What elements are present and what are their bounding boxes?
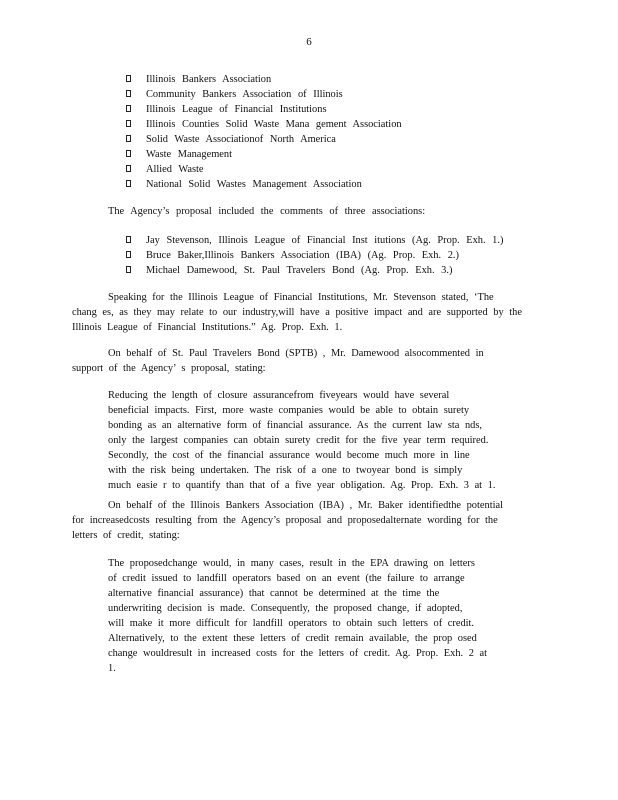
organization-name: National Solid Wastes Management Association (146, 179, 362, 190)
paragraph-line: for increasedcosts resulting from the Agency’s proposal and proposedalternate wording for the (72, 515, 498, 526)
page-number: 6 (306, 36, 312, 48)
quote-line: The proposedchange would, in many cases, result in the EPA drawing on letters (108, 558, 475, 569)
commenter-entry: Bruce Baker,Illinois Bankers Association (IBA) (Ag. Prop. Exh. 2.) (146, 250, 459, 261)
paragraph-line: On behalf of St. Paul Travelers Bond (SPTB) , Mr. Damewood alsocommented in (108, 348, 484, 359)
list-item (126, 117, 402, 132)
list-item (126, 233, 503, 248)
quote-line: beneficial impacts. First, more waste companies would be able to obtain surety (108, 405, 470, 416)
paragraph-line: On behalf of the Illinois Bankers Association (IBA) , Mr. Baker identifiedthe potential (108, 500, 503, 511)
bullet-icon (126, 75, 131, 82)
bullet-icon (126, 90, 131, 97)
quote-line: with the risk being undertaken. The risk of a one to twoyear bond is simply (108, 465, 463, 476)
list-item (126, 87, 402, 102)
paragraph-line: chang es, as they may relate to our industry,will have a positive impact and are supported by the (72, 307, 522, 318)
commenter-entry: Jay Stevenson, Illinois League of Financial Inst itutions (Ag. Prop. Exh. 1.) (146, 235, 504, 246)
bullet-icon (126, 120, 131, 127)
bullet-icon (126, 236, 131, 243)
commenter-list (126, 233, 503, 278)
organization-name: Solid Waste Associationof North America (146, 134, 336, 145)
list-item (126, 248, 503, 263)
list-item (126, 102, 402, 117)
quote-line: change wouldresult in increased costs for the letters of credit. Ag. Prop. Exh. 2 at (108, 648, 488, 659)
bullet-icon (126, 251, 131, 258)
bullet-icon (126, 105, 131, 112)
damewood-block-quote (108, 388, 495, 493)
quote-line: bonding as an alternative form of financial assurance. As the current law sta nds, (108, 420, 482, 431)
quote-line: 1. (108, 663, 116, 674)
quote-line: Reducing the length of closure assurancefrom fiveyears would have several (108, 390, 450, 401)
damewood-paragraph (72, 346, 484, 376)
paragraph-line: letters of credit, stating: (72, 530, 180, 541)
quote-line: will make it more difficult for landfill operators to obtain such letters of credit. (108, 618, 475, 629)
quote-line: underwriting decision is made. Consequently, the proposed change, if adopted, (108, 603, 463, 614)
list-item (126, 177, 402, 192)
bullet-icon (126, 165, 131, 172)
bullet-icon (126, 180, 131, 187)
organization-list (126, 72, 402, 192)
quote-line: of credit issued to landfill operators based on an event (the failure to arrange (108, 573, 465, 584)
intro-sentence: The Agency’s proposal included the comments of three associations: (108, 206, 426, 217)
paragraph-line: Illinois League of Financial Institutions.” Ag. Prop. Exh. 1. (72, 322, 343, 333)
commenter-entry: Michael Damewood, St. Paul Travelers Bond (Ag. Prop. Exh. 3.) (146, 265, 453, 276)
list-item (126, 132, 402, 147)
list-item (126, 162, 402, 177)
paragraph-line: support of the Agency’ s proposal, stating: (72, 363, 266, 374)
bullet-icon (126, 135, 131, 142)
quote-line: only the largest companies can obtain surety credit for the five year term required. (108, 435, 489, 446)
bullet-icon (126, 266, 131, 273)
baker-paragraph (72, 498, 503, 543)
paragraph-line: Speaking for the Illinois League of Financial Institutions, Mr. Stevenson stated, ‘The (108, 292, 494, 303)
quote-line: Alternatively, to the extent these letters of credit remain available, the prop osed (108, 633, 477, 644)
organization-name: Allied Waste (146, 164, 204, 175)
organization-name: Illinois Bankers Association (146, 74, 272, 85)
list-item (126, 72, 402, 87)
bullet-icon (126, 150, 131, 157)
list-item (126, 147, 402, 162)
quote-line: alternative financial assurance) that cannot be determined at the time the (108, 588, 440, 599)
list-item (126, 263, 503, 278)
organization-name: Illinois League of Financial Institutions (146, 104, 327, 115)
organization-name: Community Bankers Association of Illinois (146, 89, 343, 100)
quote-line: much easie r to quantify than that of a five year obligation. Ag. Prop. Exh. 3 at 1. (108, 480, 496, 491)
stevenson-paragraph (72, 290, 522, 335)
organization-name: Waste Management (146, 149, 232, 160)
baker-block-quote (108, 556, 487, 676)
quote-line: Secondly, the cost of the financial assurance would become much more in line (108, 450, 470, 461)
organization-name: Illinois Counties Solid Waste Mana gement Association (146, 119, 402, 130)
